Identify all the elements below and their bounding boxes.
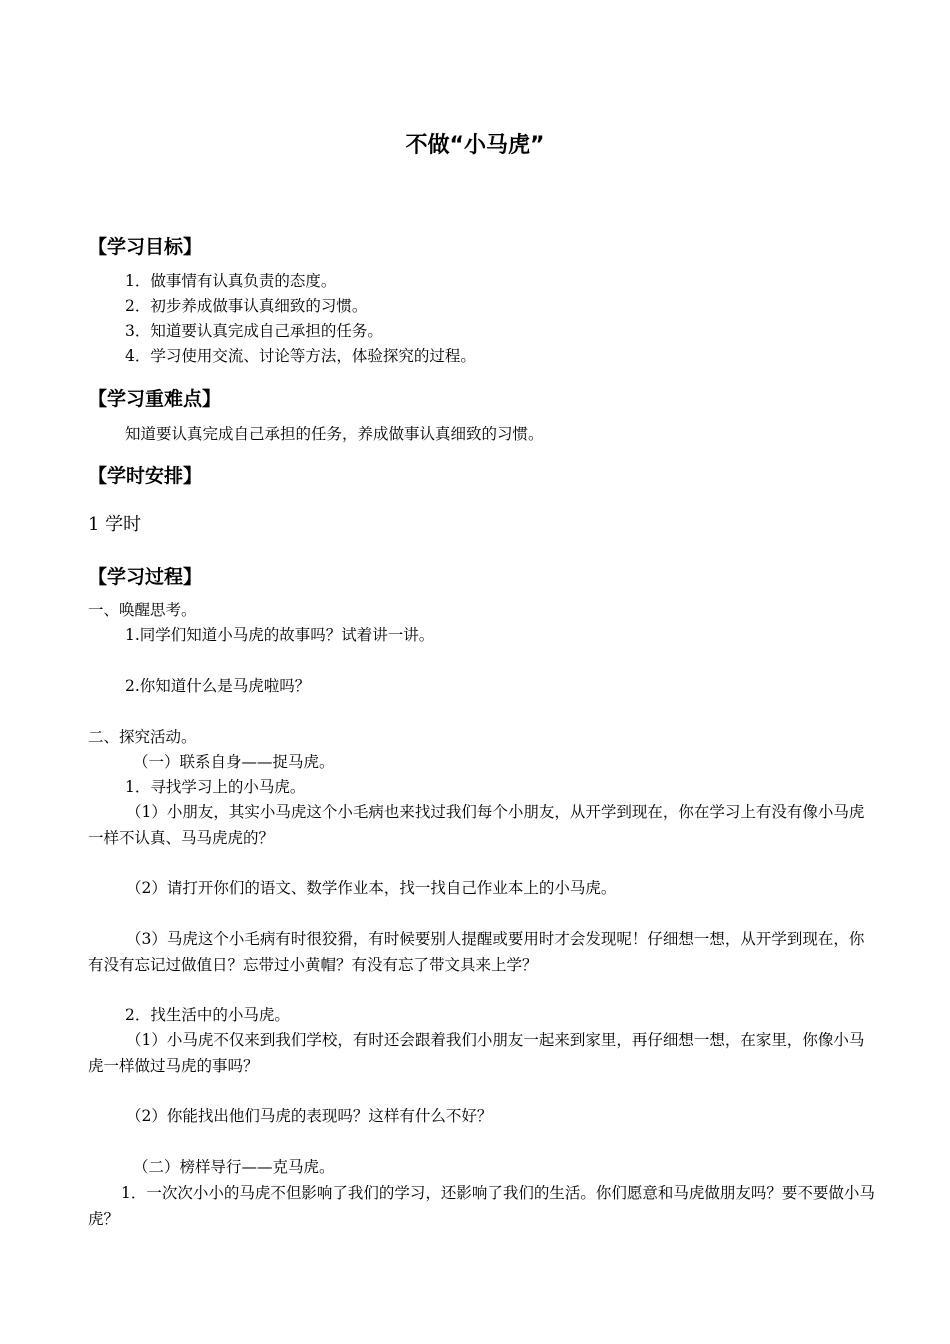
question-1: 1.同学们知道小马虎的故事吗？试着讲一讲。: [125, 626, 435, 644]
paragraph: （1）小马虎不仅来到我们学校，有时还会跟着我们小朋友一起来到家里，再仔细想一想，在家里，你像小马虎一样做过马虎的事吗？: [88, 1031, 865, 1075]
goal-item: 2．初步养成做事认真细致的习惯。: [125, 297, 368, 315]
part-2-title: （二）榜样导行——克马虎。: [133, 1158, 335, 1176]
process-heading: 【学习过程】: [88, 566, 203, 588]
goals-heading: 【学习目标】: [88, 236, 203, 258]
paragraph: （2）请打开你们的语文、数学作业本，找一找自己作业本上的小马虎。: [126, 879, 617, 897]
question-2: 2.你知道什么是马虎啦吗？: [125, 677, 311, 695]
document-title: 不做“小马虎”: [405, 133, 545, 158]
paragraph: （3）马虎这个小毛病有时很狡猾，有时候要别人提醒或要用时才会发现呢！仔细想一想，从开学到现在，你有没有忘记过做值日？忘带过小黄帽？有没有忘了带文具来上学？: [88, 930, 865, 974]
section-1-title: 一、唤醒思考。: [88, 601, 197, 619]
paragraph: 1．一次次小小的马虎不但影响了我们的学习，还影响了我们的生活。你们愿意和马虎做朋友吗？要不要做小马虎？: [88, 1184, 875, 1228]
paragraph: （2）你能找出他们马虎的表现吗？这样有什么不好？: [126, 1107, 493, 1125]
goal-item: 1．做事情有认真负责的态度。: [125, 272, 337, 290]
schedule-heading: 【学时安排】: [88, 465, 203, 487]
paragraph: （1）小朋友，其实小马虎这个小毛病也来找过我们每个小朋友，从开学到现在，你在学习上有没有像小马虎一样不认真、马马虎虎的？: [88, 803, 865, 847]
keypoints-text: 知道要认真完成自己承担的任务，养成做事认真细致的习惯。: [125, 425, 544, 443]
part-1-title: （一）联系自身——捉马虎。: [133, 753, 335, 771]
schedule-text: 1 学时: [88, 514, 142, 535]
keypoints-heading: 【学习重难点】: [88, 388, 222, 410]
part-1-item-2: 2．找生活中的小马虎。: [125, 1006, 290, 1024]
goal-item: 4．学习使用交流、讨论等方法，体验探究的过程。: [125, 347, 476, 365]
part-1-item-1: 1．寻找学习上的小马虎。: [125, 778, 306, 796]
goal-item: 3．知道要认真完成自己承担的任务。: [125, 322, 383, 340]
section-2-title: 二、探究活动。: [88, 728, 197, 746]
